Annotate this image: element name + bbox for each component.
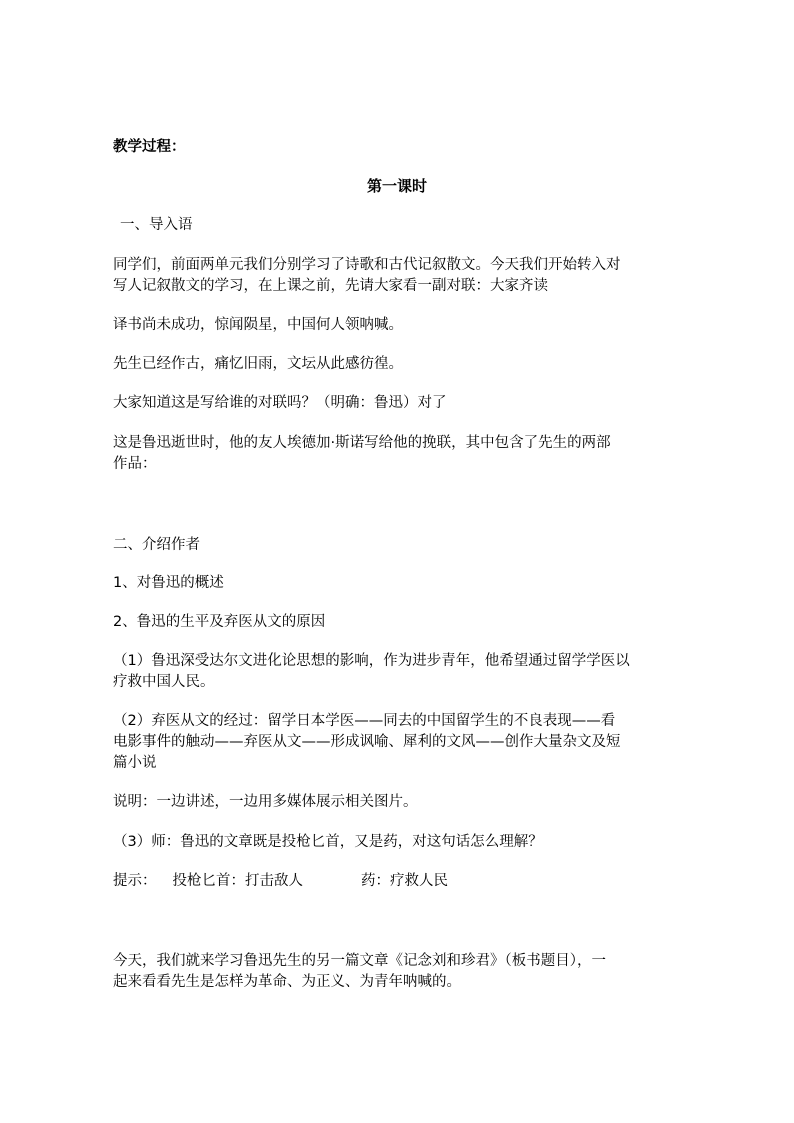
sub1-line2: 疗救中国人民。 [113, 674, 215, 690]
section1-title: 一、导入语 [120, 217, 193, 233]
para2-line2: 作品： [113, 456, 157, 472]
question-line: 大家知道这是写给谁的对联吗？（明确：鲁迅）对了 [113, 395, 447, 411]
hint-line [113, 871, 448, 892]
sub2-line1: （2）弃医从文的经过：留学日本学医——同去的中国留学生的不良表现——看 [113, 713, 616, 729]
sub2-line2: 电影事件的触动——弃医从文——形成讽喻、犀利的文风——创作大量杂文及短 [113, 734, 621, 750]
para1-line1: 同学们，前面两单元我们分别学习了诗歌和古代记叙散文。今天我们开始转入对 [113, 257, 621, 273]
sub2-line3: 篇小说 [113, 755, 157, 771]
hint-a: 投枪匕首：打击敌人 [172, 873, 303, 889]
process-heading: 教学过程： [113, 139, 186, 155]
sub3-line: （3）师：鲁迅的文章既是投枪匕首，又是药，对这句话怎么理解？ [113, 834, 543, 850]
para2-line1: 这是鲁迅逝世时，他的友人埃德加·斯诺写给他的挽联，其中包含了先生的两部 [113, 435, 611, 451]
couplet-line2: 先生已经作古，痛忆旧雨，文坛从此感彷徨。 [113, 356, 403, 372]
sub1-line1: （1）鲁迅深受达尔文进化论思想的影响，作为进步青年，他希望通过留学学医以 [113, 653, 630, 669]
item1: 1、对鲁迅的概述 [113, 575, 224, 591]
para1-line2: 写人记叙散文的学习，在上课之前，先请大家看一副对联：大家齐读 [113, 278, 548, 294]
closing-line1: 今天，我们就来学习鲁迅先生的另一篇文章《记念刘和珍君》（板书题目），一 [113, 953, 606, 969]
lesson-title: 第一课时 [366, 177, 427, 195]
hint-b: 药：疗救人民 [361, 873, 448, 889]
item2: 2、鲁迅的生平及弃医从文的原因 [113, 614, 326, 630]
closing-line2: 起来看看先生是怎样为革命、为正义、为青年呐喊的。 [113, 974, 461, 990]
couplet-line1: 译书尚未成功，惊闻陨星，中国何人领呐喊。 [113, 317, 403, 333]
hint-label: 提示： [113, 873, 157, 889]
section2-title: 二、介绍作者 [113, 537, 200, 553]
note-line: 说明：一边讲述，一边用多媒体展示相关图片。 [113, 794, 418, 810]
